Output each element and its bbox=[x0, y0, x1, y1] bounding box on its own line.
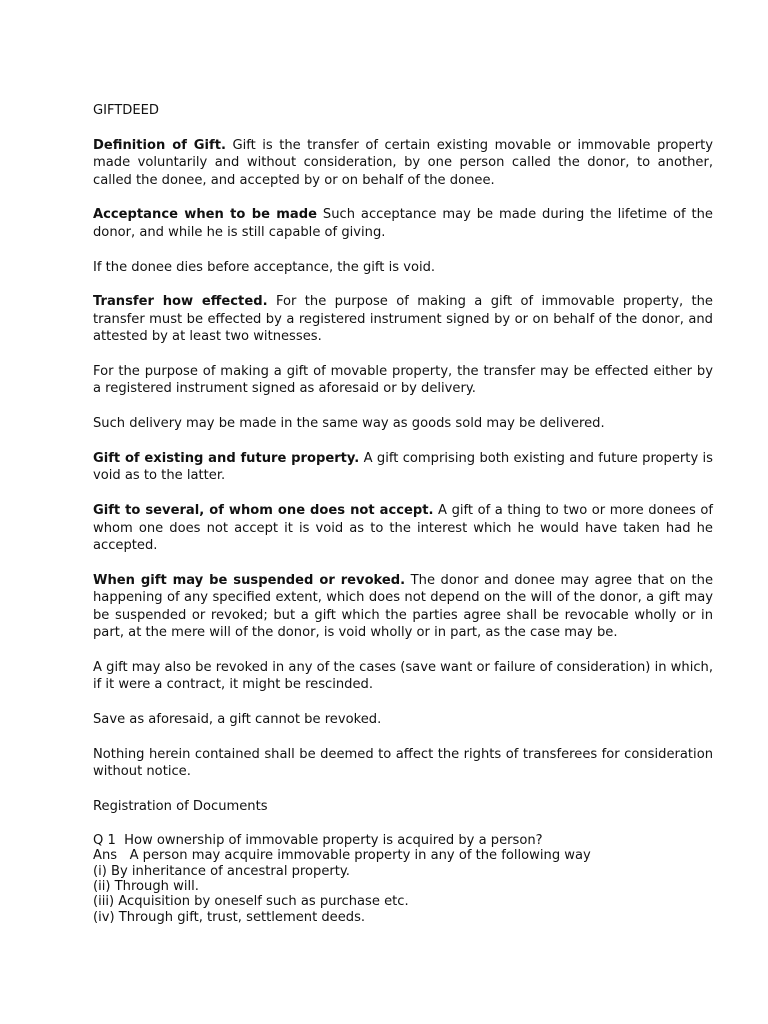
paragraph-delivery bbox=[93, 415, 713, 432]
paragraph-rights-of-transferees bbox=[93, 746, 713, 781]
paragraph-text: The donor and donee may agree that on the happening of any specified extent, which does not depend on the will of the donor, a gift may be suspended or revoked; but a gift which the parties agree shall be revocable wholly or in part, at the mere will of the donor, is void wholly or in part, as the case may be. bbox=[93, 572, 714, 641]
answer-item: (iii) Acquisition by oneself such as purchase etc. bbox=[93, 894, 409, 910]
paragraph-text: Such acceptance may be made during the lifetime of the donor, and while he is still capable of giving. bbox=[93, 207, 713, 240]
paragraph-text: If the donee dies before acceptance, the gift is void. bbox=[93, 259, 436, 275]
answer-text: Ans A person may acquire immovable property in any of the following way bbox=[93, 848, 591, 864]
paragraph-movable-property bbox=[93, 363, 713, 398]
paragraph-revoked-cases bbox=[93, 659, 713, 694]
paragraph-heading: Transfer how effected. bbox=[93, 294, 268, 310]
paragraph-heading: Acceptance when to be made bbox=[93, 207, 318, 223]
answer-item: (i) By inheritance of ancestral property. bbox=[93, 863, 350, 879]
paragraph-text: For the purpose of making a gift of immovable property, the transfer must be effected by a registered instrument signed by or on behalf of the donor, and attested by at least two witnesses. bbox=[93, 294, 713, 345]
paragraph-heading: Definition of Gift. bbox=[93, 137, 226, 153]
paragraph-transfer-how-effected bbox=[93, 293, 713, 345]
answer-item: (iv) Through gift, trust, settlement deeds. bbox=[93, 909, 366, 925]
document-page bbox=[93, 102, 713, 925]
paragraph-text: Save as aforesaid, a gift cannot be revoked. bbox=[93, 712, 382, 728]
question-answer-block bbox=[93, 833, 713, 925]
paragraph-cannot-be-revoked bbox=[93, 711, 713, 728]
paragraph-gift-to-several bbox=[93, 502, 713, 554]
paragraph-text: A gift of a thing to two or more donees of whom one does not accept it is void as to the interest which he would have taken had he accepted. bbox=[93, 503, 714, 554]
question-text: Q 1 How ownership of immovable property is acquired by a person? bbox=[93, 832, 543, 848]
paragraph-donee-dies bbox=[93, 259, 713, 276]
paragraph-heading: Gift of existing and future property. bbox=[93, 451, 360, 467]
paragraph-existing-future-property bbox=[93, 450, 713, 485]
paragraph-heading: Gift to several, of whom one does not accept. bbox=[93, 503, 434, 519]
paragraph-definition-of-gift bbox=[93, 137, 713, 189]
paragraph-acceptance bbox=[93, 206, 713, 241]
paragraph-text: Nothing herein contained shall be deemed to affect the rights of transferees for consideration without notice. bbox=[93, 746, 713, 780]
paragraph-text: A gift may also be revoked in any of the cases (save want or failure of consideration) in which, if it were a contract, it might be rescinded. bbox=[93, 659, 713, 693]
paragraph-heading: When gift may be suspended or revoked. bbox=[93, 572, 406, 588]
paragraph-text: Gift is the transfer of certain existing movable or immovable property made voluntarily and without consideration, by one person called the donor, to another, called the donee, and accepted by or on behalf of the donee. bbox=[93, 137, 713, 188]
registration-heading: Registration of Documents bbox=[93, 799, 268, 815]
paragraph-text: A gift comprising both existing and future property is void as to the latter. bbox=[93, 451, 714, 484]
paragraph-suspended-revoked bbox=[93, 572, 713, 642]
document-title: GIFTDEED bbox=[93, 103, 160, 118]
answer-item: (ii) Through will. bbox=[93, 879, 199, 895]
paragraph-text: For the purpose of making a gift of movable property, the transfer may be effected either by a registered instrument signed as aforesaid or by delivery. bbox=[93, 364, 713, 397]
paragraph-text: Such delivery may be made in the same way as goods sold may be delivered. bbox=[93, 416, 605, 432]
